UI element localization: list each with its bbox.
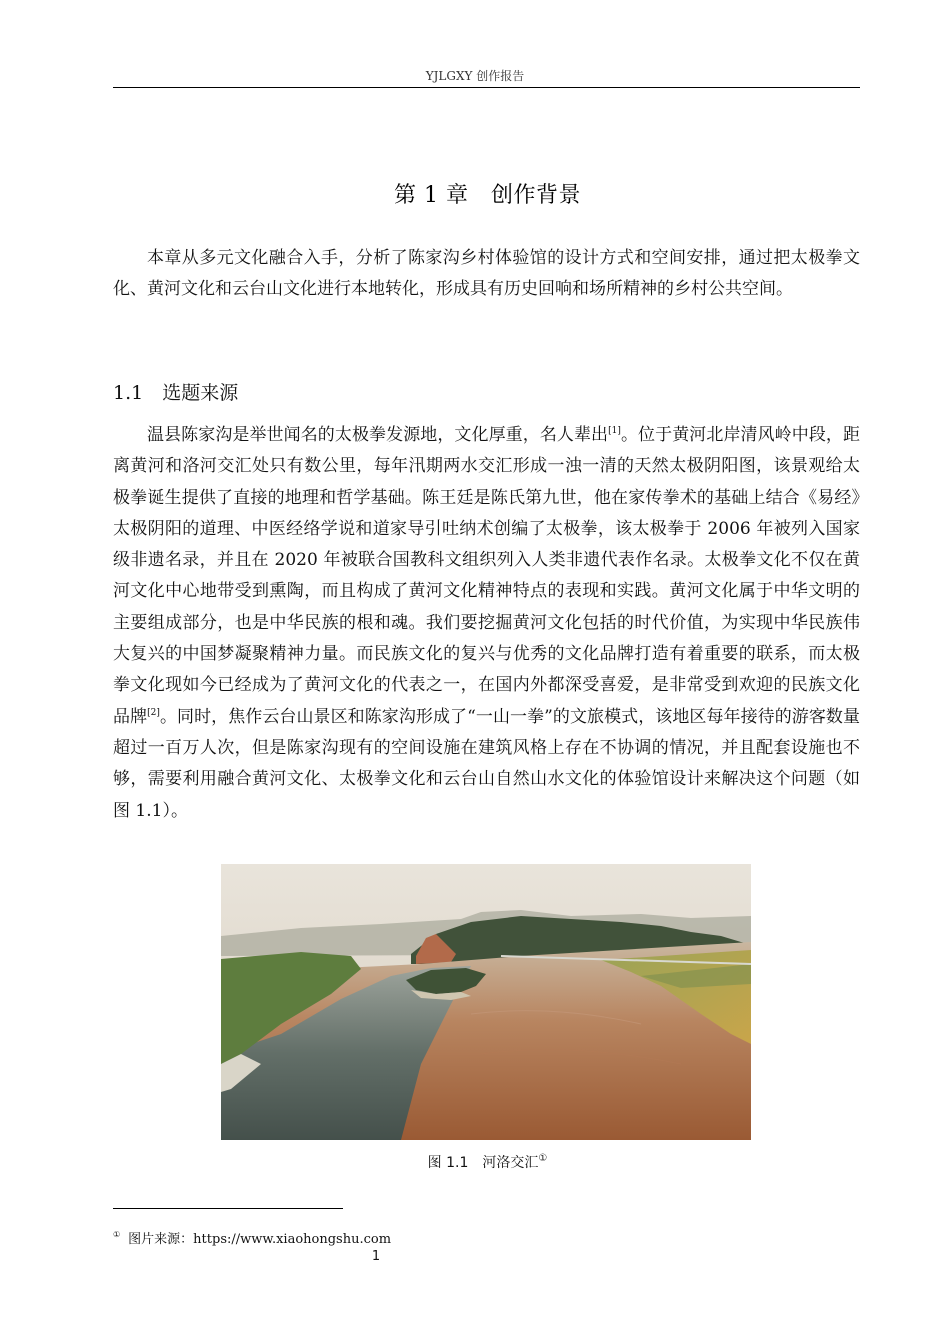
footnote-mark: ① [113, 1230, 121, 1239]
page-number: 1 [371, 1249, 381, 1264]
figure-caption [0, 1152, 950, 1172]
footnote-text: 图片来源：https://www.xiaohongshu.com [128, 1232, 392, 1247]
figure-caption-text: 图 1.1 河洛交汇 [427, 1155, 539, 1171]
section-title: 1.1 选题来源 [113, 382, 239, 404]
footnote-divider [113, 1208, 343, 1209]
footnote [113, 1228, 391, 1247]
intro-paragraph: 本章从多元文化融合入手，分析了陈家沟乡村体验馆的设计方式和空间安排，通过把太极拳文化、黄河文化和云台山文化进行本地转化，形成具有历史回响和场所精神的乡村公共空间。 [113, 248, 860, 300]
body-text-2: 。位于黄河北岸清风岭中段，距离黄河和洛河交汇处只有数公里，每年汛期两水交汇形成一浊一清的天然太极阴阳图，该景观给太极拳诞生提供了直接的地理和哲学基础。陈王廷是陈氏第九世，他在家传拳术的基础上结合《易经》太极阴阳的道理、中医经络学说和道家导引吐纳术创编了太极拳，该太极拳于 2006 年被列入国家级非遗名录，并且在 2020 年被联合国教科文组织列入人类非遗代表作名录。太极拳文化不仅在黄河文化中心地带受到熏陶，而且构成了黄河文化精神特点的表现和实践。黄河文化属于中华文明的主要组成部分，也是中华民族的根和魂。我们要挖掘黄河文化包括的时代价值，为实现中华民族伟大复兴的中国梦凝聚精神力量。而民族文化的复兴与优秀的文化品牌打造有着重要的联系，而太极拳文化现如今已经成为了黄河文化的代表之一，在国内外都深受喜爱，是非常受到欢迎的民族文化品牌 [113, 425, 861, 727]
body-text-1: 温县陈家沟是举世闻名的太极拳发源地，文化厚重，名人辈出 [147, 425, 609, 445]
citation-2[interactable]: [2] [147, 707, 160, 718]
header-divider [113, 87, 860, 88]
citation-1[interactable]: [1] [608, 426, 621, 436]
figure-caption-footnote-mark[interactable]: ① [538, 1153, 548, 1164]
chapter-title: 第 1 章 创作背景 [394, 183, 581, 208]
figure-river-confluence-image [221, 864, 751, 1140]
running-header: YJLGXY 创作报告 [425, 69, 525, 83]
body-text-3: 。同时，焦作云台山景区和陈家沟形成了“一山一拳”的文旅模式，该地区每年接待的游客数量超过一百万人次，但是陈家沟现有的空间设施在建筑风格上存在不协调的情况，并且配套设施也不够，需要利用融合黄河文化、太极拳文化和云台山自然山水文化的体验馆设计来解决这个问题（如图 1.1）。 [113, 706, 861, 821]
body-paragraph [113, 420, 860, 827]
